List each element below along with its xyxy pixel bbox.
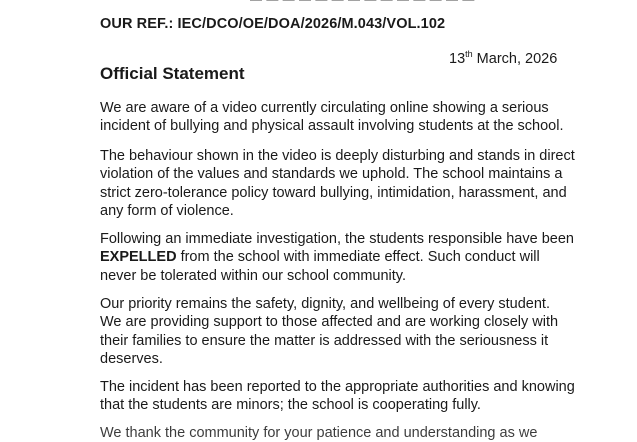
letterhead-cut-line — [250, 0, 520, 2]
paragraph-line: that the students are minors; the school is cooperating fully. — [100, 397, 481, 414]
paragraph-behaviour — [100, 147, 575, 221]
paragraph-line: any form of violence. — [100, 203, 234, 220]
paragraph-line: strict zero-tolerance policy toward bullying, intimidation, harassment, and — [100, 184, 567, 201]
paragraph-line: their families to ensure the matter is addressed with the seriousness it — [100, 332, 549, 349]
paragraph-line-rest: from the school with immediate effect. Such conduct will — [176, 249, 540, 266]
paragraph-closing-partial — [100, 424, 560, 442]
letter-date — [449, 49, 557, 67]
paragraph-line — [100, 248, 560, 266]
paragraph-line: The behaviour shown in the video is deeply disturbing and stands in direct — [100, 148, 575, 164]
paragraph-investigation — [100, 230, 574, 285]
statement-title: Official Statement — [100, 64, 245, 83]
paragraph-line: The incident has been reported to the appropriate authorities and knowing — [100, 379, 575, 395]
paragraph-line: violation of the values and standards we uphold. The school maintains a — [100, 166, 563, 183]
reference-number: OUR REF.: IEC/DCO/OE/DOA/2026/M.043/VOL.102 — [100, 16, 446, 32]
paragraph-line: We thank the community for your patience and understanding as we — [100, 425, 538, 441]
expelled-emphasis: EXPELLED — [100, 249, 177, 266]
paragraph-awareness — [100, 99, 564, 136]
paragraph-line: Following an immediate investigation, the students responsible have been — [100, 231, 574, 247]
paragraph-line: We are providing support to those affected and are working closely with — [100, 314, 559, 331]
paragraph-authorities — [100, 378, 575, 415]
date-month-year: March, 2026 — [472, 51, 558, 67]
date-suffix: th — [465, 49, 473, 59]
paragraph-line: Our priority remains the safety, dignity, and wellbeing of every student. — [100, 296, 550, 312]
paragraph-line: deserves. — [100, 351, 163, 368]
paragraph-line: never be tolerated within our school community. — [100, 267, 406, 284]
date-day: 13 — [449, 51, 466, 67]
paragraph-priority — [100, 295, 560, 369]
paragraph-line: incident of bullying and physical assault involving students at the school. — [100, 118, 564, 135]
paragraph-line: We are aware of a video currently circulating online showing a serious — [100, 100, 549, 116]
